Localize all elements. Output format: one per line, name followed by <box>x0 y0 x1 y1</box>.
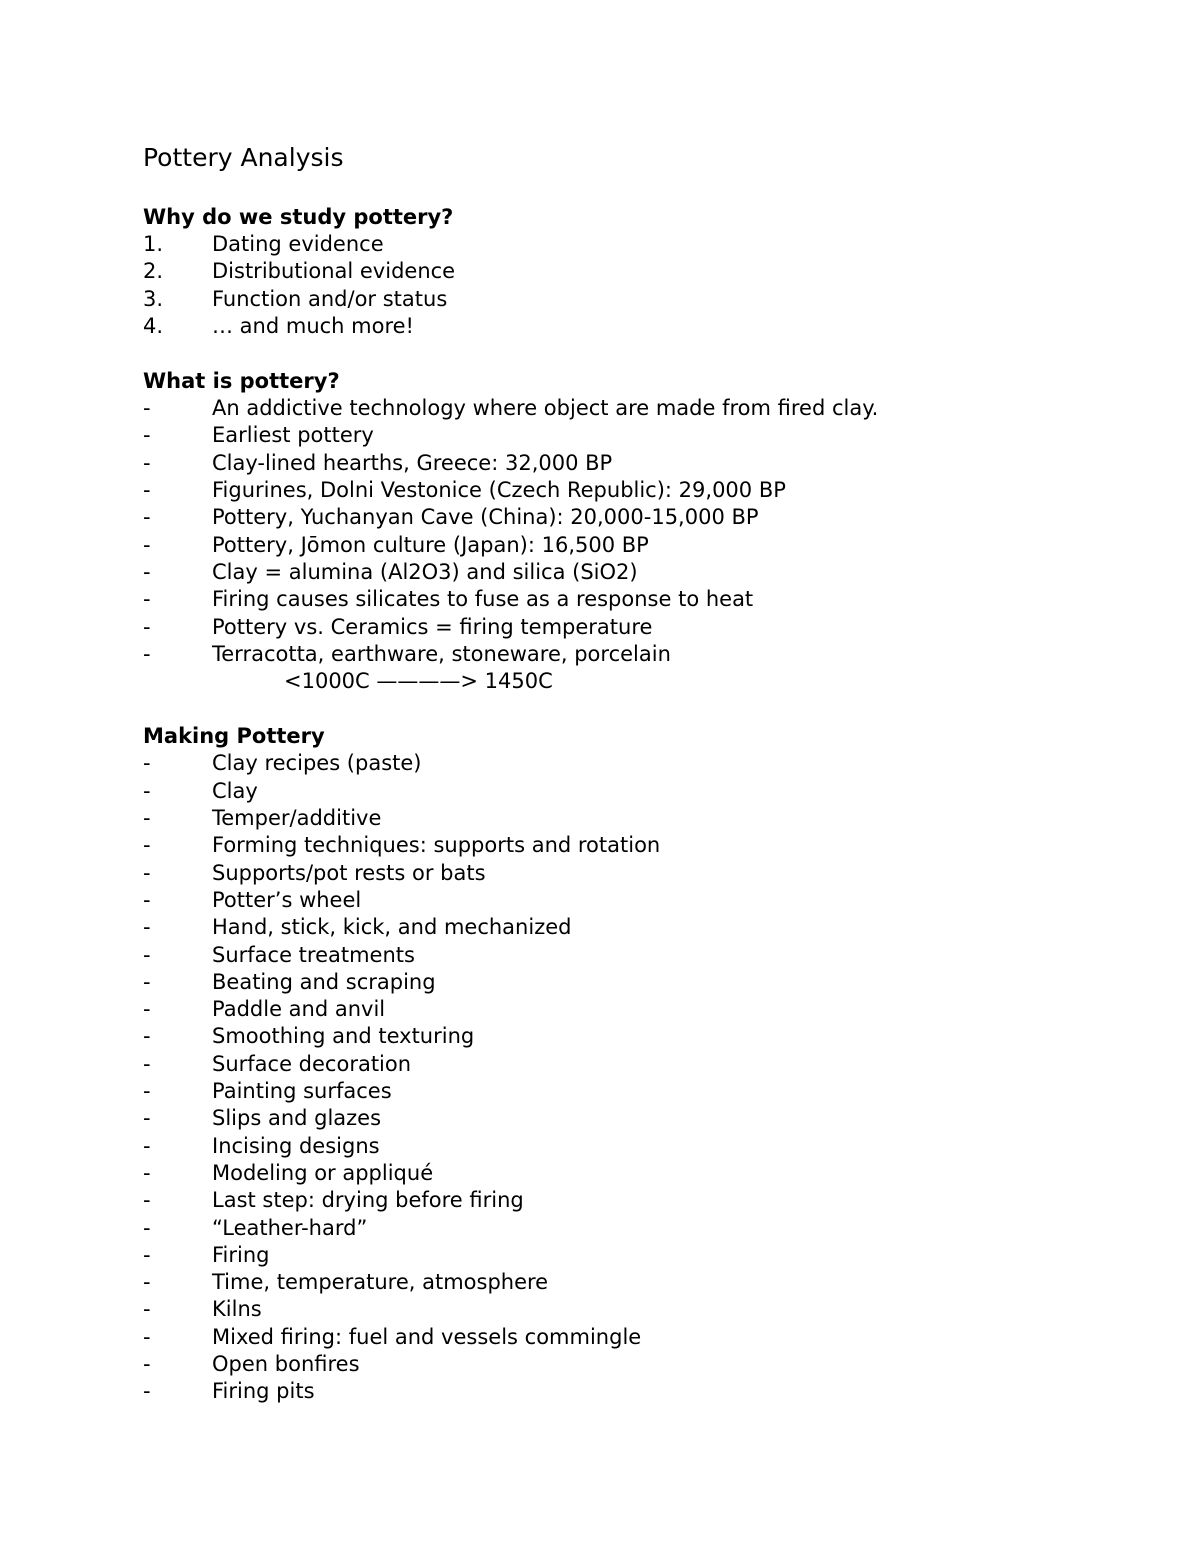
list-item-text: Slips and glazes <box>212 1106 382 1131</box>
list-marker: - <box>143 1270 151 1295</box>
list-item <box>143 395 1143 422</box>
list-item-text: Mixed firing: fuel and vessels commingle <box>212 1324 642 1349</box>
list-marker: - <box>143 1133 151 1158</box>
list-item-text: Firing pits <box>212 1379 315 1404</box>
list-item-text: Modeling or appliqué <box>212 1160 434 1185</box>
list-item <box>143 532 1143 559</box>
list-item <box>143 286 1143 313</box>
list-item-text: Distributional evidence <box>212 259 456 284</box>
bulleted-list <box>143 395 1143 668</box>
section-heading: What is pottery? <box>143 369 340 394</box>
list-item-text: Time, temperature, atmosphere <box>212 1270 549 1295</box>
list-marker: - <box>143 559 151 584</box>
list-item <box>143 614 1143 641</box>
list-item <box>143 258 1143 285</box>
list-marker: 1. <box>143 232 164 256</box>
list-marker: - <box>143 1106 151 1131</box>
list-item <box>143 805 1143 832</box>
list-marker: - <box>143 478 151 503</box>
list-item-text: Pottery, Jōmon culture (Japan): 16,500 BP <box>212 532 649 557</box>
list-item-text: Smoothing and texturing <box>212 1024 475 1049</box>
list-item-text: Open bonfires <box>212 1351 360 1376</box>
list-marker: - <box>143 751 151 776</box>
list-marker: - <box>143 1051 151 1076</box>
list-marker: - <box>143 1024 151 1049</box>
list-item <box>143 1378 1143 1405</box>
list-marker: - <box>143 833 151 858</box>
list-item <box>143 1051 1143 1078</box>
list-marker: - <box>143 942 151 967</box>
list-item <box>143 586 1143 613</box>
list-marker: 4. <box>143 313 164 338</box>
list-marker: - <box>143 778 151 803</box>
list-item-text: Beating and scraping <box>212 969 436 994</box>
list-marker: - <box>143 1160 151 1185</box>
list-marker: - <box>143 614 151 639</box>
list-item <box>143 1160 1143 1187</box>
list-item-text: “Leather-hard” <box>212 1215 368 1240</box>
list-marker: - <box>143 423 151 448</box>
list-item-text: Firing <box>212 1242 270 1267</box>
list-item-text: Surface decoration <box>212 1051 412 1076</box>
list-item-text: Forming techniques: supports and rotation <box>212 833 661 858</box>
section-why-study <box>143 204 1143 340</box>
list-item-text: Earliest pottery <box>212 423 374 448</box>
list-item-text: Temper/additive <box>212 806 382 831</box>
list-marker: - <box>143 969 151 994</box>
list-marker: - <box>143 587 151 612</box>
temperature-range-line: <1000C ————> 1450C <box>284 669 553 694</box>
list-item-text: Last step: drying before firing <box>212 1188 524 1213</box>
list-marker: - <box>143 1324 151 1349</box>
list-item-text: Painting surfaces <box>212 1079 392 1104</box>
list-item <box>143 477 1143 504</box>
list-marker: - <box>143 641 151 666</box>
list-marker: - <box>143 532 151 557</box>
list-item-text: Clay recipes (paste) <box>212 751 422 776</box>
list-item <box>143 422 1143 449</box>
bulleted-list <box>143 750 1143 1405</box>
list-marker: - <box>143 1297 151 1322</box>
list-marker: - <box>143 396 151 421</box>
list-item <box>143 750 1143 777</box>
list-marker: 2. <box>143 259 164 284</box>
list-item <box>143 504 1143 531</box>
document-title: Pottery Analysis <box>143 143 344 172</box>
spacer <box>143 340 1143 368</box>
list-item <box>143 969 1143 996</box>
list-item <box>143 1324 1143 1351</box>
list-item-text: Clay-lined hearths, Greece: 32,000 BP <box>212 450 613 475</box>
list-marker: - <box>143 887 151 912</box>
list-item-text: Hand, stick, kick, and mechanized <box>212 915 572 940</box>
list-item <box>143 1269 1143 1296</box>
list-item-text: Kilns <box>212 1297 262 1322</box>
list-item-text: An addictive technology where object are made from fired clay. <box>212 396 879 421</box>
list-item-text: Dating evidence <box>212 232 384 256</box>
list-item <box>143 887 1143 914</box>
list-item-text: Terracotta, earthware, stoneware, porcelain <box>212 641 671 666</box>
list-item <box>143 231 1143 258</box>
list-item <box>143 942 1143 969</box>
list-marker: - <box>143 1079 151 1104</box>
list-marker: - <box>143 1188 151 1213</box>
list-item <box>143 450 1143 477</box>
list-item-text: Incising designs <box>212 1133 380 1158</box>
list-item <box>143 996 1143 1023</box>
list-item-text: Potter’s wheel <box>212 887 362 912</box>
list-item-text: Function and/or status <box>212 286 448 311</box>
list-item-text: Paddle and anvil <box>212 997 386 1022</box>
list-item <box>143 1023 1143 1050</box>
list-item <box>143 860 1143 887</box>
list-item <box>143 1215 1143 1242</box>
list-marker: - <box>143 806 151 831</box>
spacer <box>143 176 1143 204</box>
list-item <box>143 778 1143 805</box>
list-item <box>143 832 1143 859</box>
section-what-is-pottery <box>143 368 1143 695</box>
list-item <box>143 1187 1143 1214</box>
list-marker: 3. <box>143 286 164 311</box>
list-item <box>143 1105 1143 1132</box>
list-marker: - <box>143 1242 151 1267</box>
list-marker: - <box>143 997 151 1022</box>
section-making-pottery <box>143 723 1143 1405</box>
list-marker: - <box>143 1215 151 1240</box>
list-marker: - <box>143 450 151 475</box>
list-item-text: Pottery, Yuchanyan Cave (China): 20,000-15,000 BP <box>212 505 759 530</box>
list-item <box>143 313 1143 340</box>
spacer <box>143 695 1143 723</box>
list-item-text: … and much more! <box>212 313 414 338</box>
list-item-text: Clay = alumina (Al2O3) and silica (SiO2) <box>212 559 638 584</box>
list-marker: - <box>143 1379 151 1404</box>
list-item-text: Surface treatments <box>212 942 415 967</box>
section-heading: Why do we study pottery? <box>143 205 454 229</box>
document-body <box>143 140 1143 1406</box>
list-marker: - <box>143 505 151 530</box>
list-item-text: Supports/pot rests or bats <box>212 860 486 885</box>
list-item <box>143 914 1143 941</box>
list-item <box>143 1296 1143 1323</box>
list-item-text: Firing causes silicates to fuse as a response to heat <box>212 587 754 612</box>
list-item <box>143 1133 1143 1160</box>
list-item <box>143 559 1143 586</box>
section-heading: Making Pottery <box>143 724 325 749</box>
list-marker: - <box>143 915 151 940</box>
list-marker: - <box>143 860 151 885</box>
list-item <box>143 1078 1143 1105</box>
list-marker: - <box>143 1351 151 1376</box>
list-item-text: Pottery vs. Ceramics = firing temperature <box>212 614 653 639</box>
list-item-text: Clay <box>212 778 258 803</box>
list-item <box>143 641 1143 668</box>
list-item-text: Figurines, Dolni Vestonice (Czech Republic): 29,000 BP <box>212 478 786 503</box>
list-item <box>143 1351 1143 1378</box>
numbered-list <box>143 231 1143 340</box>
list-item <box>143 1242 1143 1269</box>
